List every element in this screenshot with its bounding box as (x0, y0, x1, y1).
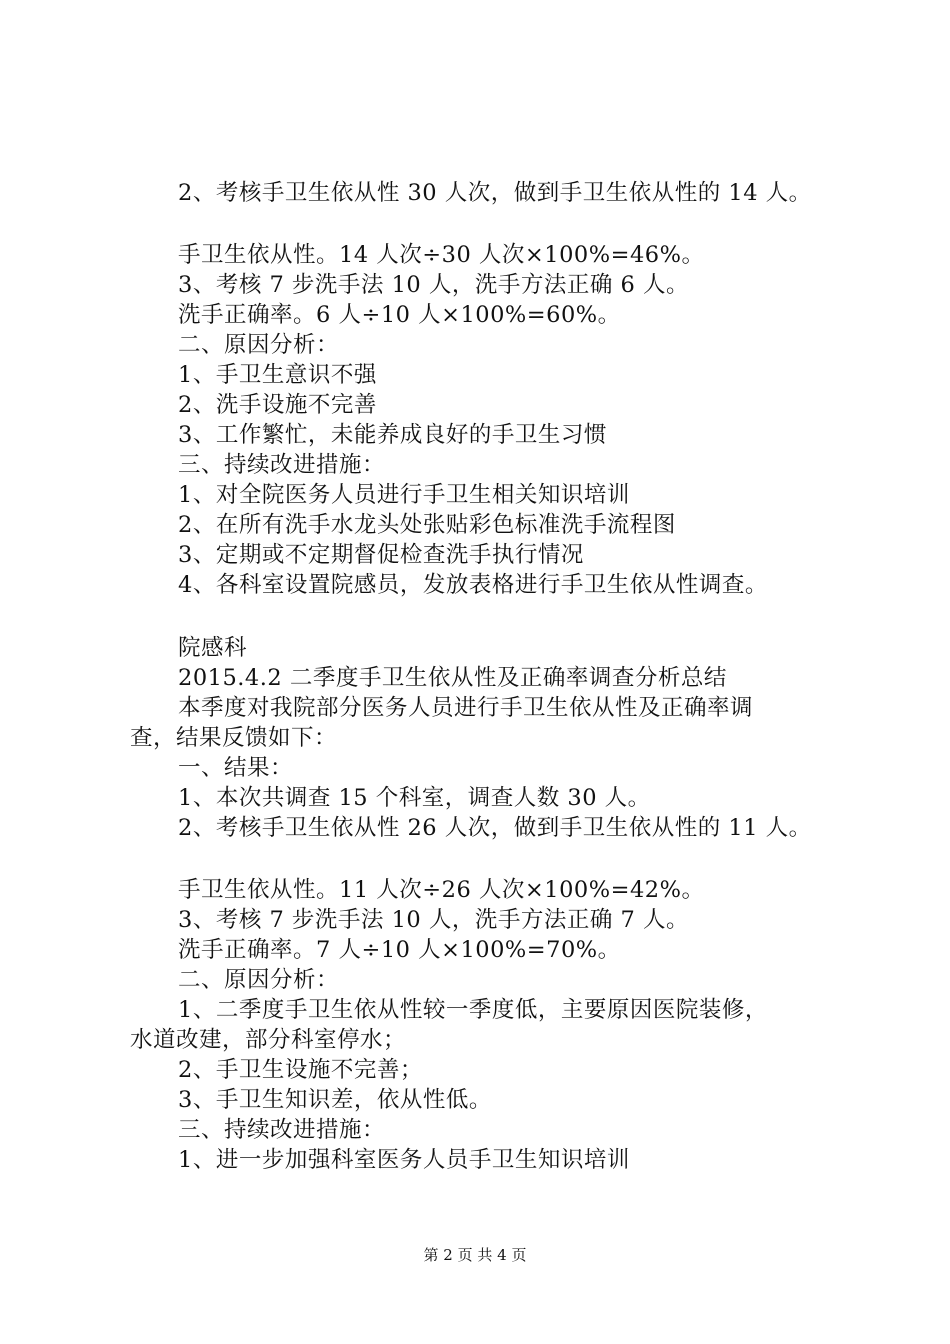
text-line: 手卫生依从性。14 人次÷30 人次×100%=46%。 (178, 242, 705, 268)
text-line: 查，结果反馈如下： (130, 725, 338, 751)
text-line: 1、进一步加强科室医务人员手卫生知识培训 (178, 1147, 630, 1173)
department-name: 院感科 (178, 635, 248, 661)
text-line: 2、在所有洗手水龙头处张贴彩色标准洗手流程图 (178, 512, 676, 538)
text-line: 1、对全院医务人员进行手卫生相关知识培训 (178, 482, 630, 508)
text-line: 1、本次共调查 15 个科室，调查人数 30 人。 (178, 785, 651, 811)
text-line: 洗手正确率。6 人÷10 人×100%=60%。 (178, 302, 621, 328)
text-line: 1、手卫生意识不强 (178, 362, 377, 388)
report-title: 2015.4.2 二季度手卫生依从性及正确率调查分析总结 (178, 665, 727, 691)
text-line: 2、洗手设施不完善 (178, 392, 377, 418)
section-heading: 二、原因分析： (178, 967, 340, 993)
text-line: 水道改建，部分科室停水； (130, 1027, 407, 1053)
text-line: 3、手卫生知识差，依从性低。 (178, 1087, 492, 1113)
text-line: 1、二季度手卫生依从性较一季度低，主要原因医院装修， (178, 997, 768, 1023)
page-footer: 第 2 页 共 4 页 (423, 1246, 527, 1264)
text-line: 2、手卫生设施不完善； (178, 1057, 423, 1083)
text-line: 3、工作繁忙，未能养成良好的手卫生习惯 (178, 422, 607, 448)
section-heading: 一、结果： (178, 755, 294, 781)
text-line: 手卫生依从性。11 人次÷26 人次×100%=42%。 (178, 877, 705, 903)
text-line: 3、考核 7 步洗手法 10 人，洗手方法正确 7 人。 (178, 907, 689, 933)
text-line: 3、考核 7 步洗手法 10 人，洗手方法正确 6 人。 (178, 272, 689, 298)
text-line: 2、考核手卫生依从性 26 人次，做到手卫生依从性的 11 人。 (178, 815, 812, 841)
section-heading: 三、持续改进措施： (178, 1117, 386, 1143)
text-line: 4、各科室设置院感员，发放表格进行手卫生依从性调查。 (178, 572, 768, 598)
text-line: 2、考核手卫生依从性 30 人次，做到手卫生依从性的 14 人。 (178, 180, 812, 206)
text-line: 3、定期或不定期督促检查洗手执行情况 (178, 542, 584, 568)
section-heading: 二、原因分析： (178, 332, 340, 358)
text-line: 洗手正确率。7 人÷10 人×100%=70%。 (178, 937, 621, 963)
text-line: 本季度对我院部分医务人员进行手卫生依从性及正确率调 (178, 695, 754, 721)
section-heading: 三、持续改进措施： (178, 452, 386, 478)
